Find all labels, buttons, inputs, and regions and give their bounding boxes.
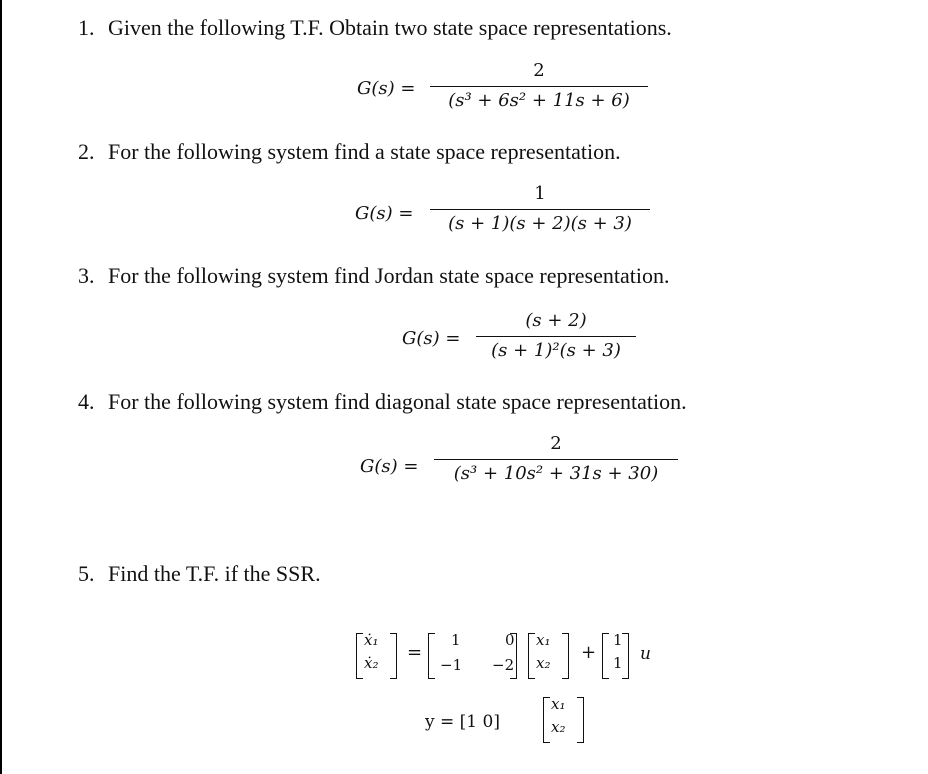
matrix-bracket-left: [543, 697, 550, 743]
question-number: 1.: [78, 15, 95, 40]
question-text: Find the T.F. if the SSR.: [108, 561, 321, 586]
question-number: 4.: [78, 389, 95, 414]
numerator: 2: [533, 60, 545, 81]
matrix-b-1: 1: [613, 631, 623, 649]
denominator: (s + 1)(s + 2)(s + 3): [448, 213, 632, 234]
matrix-a-22: −2: [492, 656, 515, 674]
equation-lhs: G(s) =: [360, 456, 419, 477]
plus-sign: +: [581, 642, 597, 663]
equation-lhs: G(s) =: [355, 203, 414, 224]
question-number: 3.: [78, 263, 95, 288]
matrix-b-2: 1: [613, 654, 623, 672]
state-dot-2: ẋ₂: [364, 654, 379, 672]
state-2: x₂: [536, 654, 551, 672]
state-dot-1: ẋ₁: [364, 631, 379, 649]
output-equation-lhs: y = [1 0]: [425, 712, 500, 732]
question-text: For the following system find diagonal state space representation.: [108, 389, 687, 414]
matrix-bracket-right: [577, 697, 584, 743]
numerator: 1: [534, 183, 546, 204]
equals-sign: =: [407, 642, 423, 663]
matrix-bracket-right: [562, 633, 569, 679]
matrix-a-12: 0: [505, 631, 515, 649]
matrix-bracket-right: [510, 633, 517, 679]
matrix-a-11: 1: [451, 631, 461, 649]
denominator: (s + 1)²(s + 3): [491, 340, 621, 361]
output-state-2: x₂: [551, 718, 566, 736]
question-text: For the following system find Jordan state space representation.: [108, 263, 670, 288]
question-text: For the following system find a state space representation.: [108, 139, 621, 164]
matrix-bracket-right: [390, 633, 397, 679]
matrix-bracket-left: [602, 633, 609, 679]
numerator: (s + 2): [525, 310, 587, 331]
question-number: 5.: [78, 561, 95, 586]
question-number: 2.: [78, 139, 95, 164]
matrix-bracket-right: [622, 633, 629, 679]
matrix-bracket-left: [428, 633, 435, 679]
denominator: (s³ + 6s² + 11s + 6): [448, 90, 630, 111]
state-1: x₁: [536, 631, 551, 649]
equation-lhs: G(s) =: [402, 328, 461, 349]
matrix-bracket-left: [528, 633, 535, 679]
matrix-bracket-left: [356, 633, 363, 679]
matrix-a-21: −1: [440, 656, 463, 674]
numerator: 2: [550, 433, 562, 454]
input-variable: u: [640, 644, 651, 664]
equation-lhs: G(s) =: [357, 78, 416, 99]
denominator: (s³ + 10s² + 31s + 30): [453, 463, 659, 484]
output-state-1: x₁: [551, 695, 566, 713]
question-text: Given the following T.F. Obtain two state space representations.: [108, 15, 672, 40]
